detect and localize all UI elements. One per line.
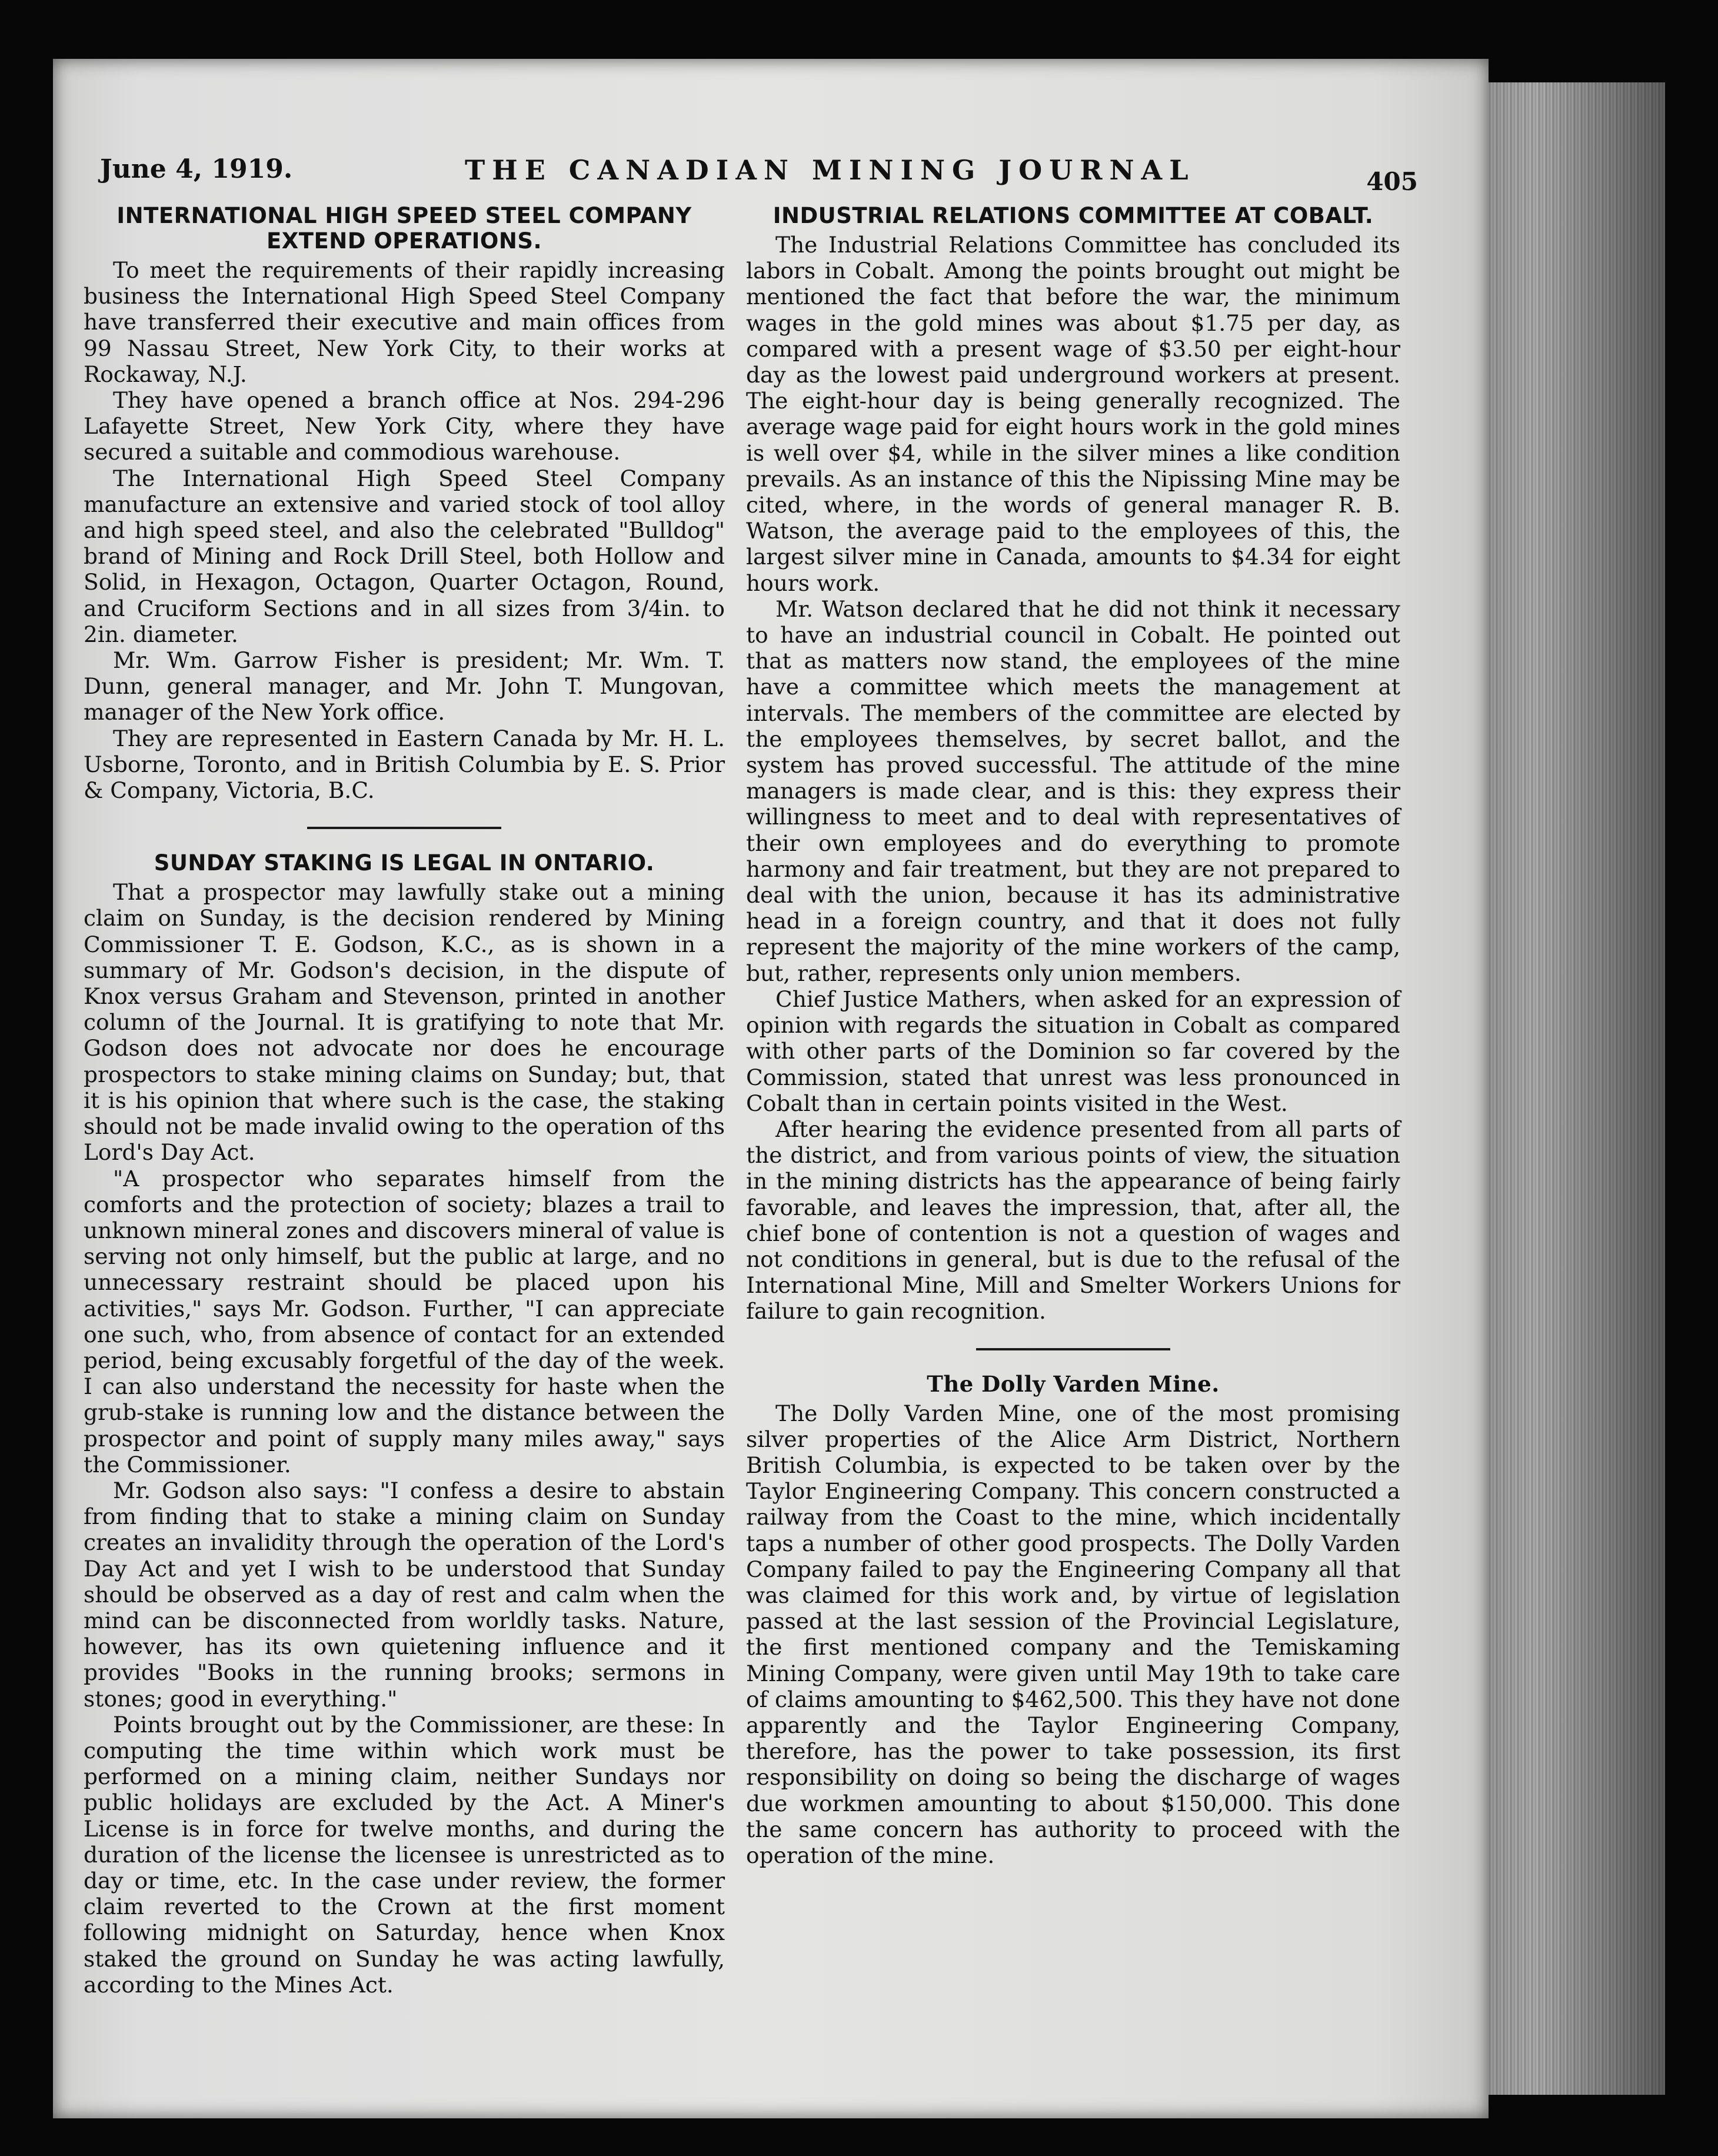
running-header	[100, 154, 1418, 195]
article-paragraph: The International High Speed Steel Company manufacture an extensive and varied stock of tool alloy and high speed steel, and also the celebrated "Bulldog" brand of Mining and Rock Drill Steel, both Hollow and Solid, in Hexagon, Octagon, Quarter Octagon, Round, and Cruciform Sections and in all sizes from 3/4in. to 2in. diameter.	[84, 465, 725, 647]
article-paragraph: They have opened a branch office at Nos. 294-296 Lafayette Street, New York City, where they have secured a suitable and commodious warehouse.	[84, 387, 725, 465]
left-column	[84, 203, 725, 1998]
article-paragraph: They are represented in Eastern Canada by Mr. H. L. Usborne, Toronto, and in British Columbia by E. S. Prior & Company, Victoria, B.C.	[84, 725, 725, 804]
article-paragraph: To meet the requirements of their rapidly increasing business the International High Speed Steel Company have transferred their executive and main offices from 99 Nassau Street, New York City, to their works at Rockaway, N.J.	[84, 257, 725, 387]
article-paragraph: Mr. Godson also says: "I confess a desire to abstain from finding that to stake a mining claim on Sunday creates an invalidity through the operation of the Lord's Day Act and yet I wish to be understood that Sunday should be observed as a day of rest and calm when the mind can be disconnected from worldly tasks. Nature, however, has its own quietening influence and it provides "Books in the running brooks; sermons in stones; good in everything."	[84, 1477, 725, 1712]
article-paragraph: Points brought out by the Commissioner, are these: In computing the time within which work must be performed on a mining claim, neither Sundays nor public holidays are excluded by the Act. A Miner's License is in force for twelve months, and during the duration of the license the licensee is unrestricted as to day or time, etc. In the case under review, the former claim reverted to the Crown at the first moment following midnight on Saturday, hence when Knox staked the ground on Sunday he was acting lawfully, according to the Mines Act.	[84, 1711, 725, 1998]
article-headline: SUNDAY STAKING IS LEGAL IN ONTARIO.	[154, 850, 655, 876]
article-high-speed-steel	[84, 203, 725, 803]
article-sunday-staking	[84, 850, 725, 1998]
article-headline: INTERNATIONAL HIGH SPEED STEEL COMPANY EXTEND OPERATIONS.	[116, 203, 692, 254]
article-paragraph: The Dolly Varden Mine, one of the most promising silver properties of the Alice Arm District, Northern British Columbia, is expected to be taken over by the Taylor Engineering Company. This concern constructed a railway from the Coast to the mine, which incidentally taps a number of other good prospects. The Dolly Varden Company failed to pay the Engineering Company all that was claimed for this work and, by virtue of legislation passed at the last session of the Provincial Legislature, the first mentioned company and the Temiskaming Mining Company, were given until May 19th to take care of claims amounting to $462,500. This they have not done apparently and the Taylor Engineering Company, therefore, has the power to take possession, its first responsibility on doing so being the discharge of wages due workmen amounting to about $150,000. This done the same concern has authority to proceed with the operation of the mine.	[746, 1400, 1400, 1868]
article-headline: INDUSTRIAL RELATIONS COMMITTEE AT COBALT.	[773, 203, 1374, 228]
article-paragraph: The Industrial Relations Committee has concluded its labors in Cobalt. Among the points brought out might be mentioned the fact that before the war, the minimum wages in the gold mines was about $1.75 per day, as compared with a present wage of $3.50 per eight-hour day as the lowest paid underground workers at present. The eight-hour day is being generally recognized. The average wage paid for eight hours work in the gold mines is well over $4, while in the silver mines a like condition prevails. As an instance of this the Nipissing Mine may be cited, where, in the words of general manager R. B. Watson, the average paid to the employees of this, the largest silver mine in Canada, amounts to $4.34 for eight hours work.	[746, 232, 1400, 596]
article-paragraph: Mr. Wm. Garrow Fisher is president; Mr. Wm. T. Dunn, general manager, and Mr. John T. Mungovan, manager of the New York office.	[84, 647, 725, 726]
article-headline: The Dolly Varden Mine.	[927, 1370, 1220, 1397]
article-paragraph: "A prospector who separates himself from the comforts and the protection of society; blazes a trail to unknown mineral zones and discovers mineral of value is serving not only himself, but the public at large, and no unnecessary restraint should be placed upon his activities," says Mr. Godson. Further, "I can appreciate one such, who, from absence of contact for an extended period, being excusably forgetful of the day of the week. I can also understand the necessity for haste when the grub-stake is running low and the distance between the prospector and point of supply many miles away," says the Commissioner.	[84, 1165, 725, 1478]
issue-date: June 4, 1919.	[100, 154, 293, 184]
article-dolly-varden	[746, 1372, 1400, 1869]
journal-title: THE CANADIAN MINING JOURNAL	[465, 154, 1196, 186]
article-paragraph: Chief Justice Mathers, when asked for an expression of opinion with regards the situation in Cobalt as compared with other parts of the Dominion so far covered by the Commission, stated that unrest was less pronounced in Cobalt than in certain points visited in the West.	[746, 986, 1400, 1116]
section-divider	[307, 827, 501, 829]
article-industrial-relations	[746, 203, 1400, 1325]
section-divider	[976, 1348, 1170, 1350]
article-paragraph: After hearing the evidence presented from all parts of the district, and from various points of view, the situation in the mining districts has the appearance of being fairly favorable, and leaves the impression, that, after all, the chief bone of contention is not a question of wages and not conditions in general, but is due to the refusal of the International Mine, Mill and Smelter Workers Unions for failure to gain recognition.	[746, 1116, 1400, 1325]
right-column	[746, 203, 1400, 1868]
page-number: 405	[1366, 167, 1418, 196]
article-paragraph: Mr. Watson declared that he did not think it necessary to have an industrial council in Cobalt. He pointed out that as matters now stand, the employees of the mine have a committee which meets the management at intervals. The members of the committee are elected by the employees themselves, by secret ballot, and the system has proved successful. The attitude of the mine managers is made clear, and is this: they express their willingness to meet and to deal with representatives of their own employees and do everything to promote harmony and fair treatment, but they are not prepared to deal with the union, because it has its administrative head in a foreign country, and that it does not fully represent the majority of the mine workers of the camp, but, rather, represents only union members.	[746, 595, 1400, 986]
article-paragraph: That a prospector may lawfully stake out a mining claim on Sunday, is the decision rendered by Mining Commissioner T. E. Godson, K.C., as is shown in a summary of Mr. Godson's decision, in the dispute of Knox versus Graham and Stevenson, printed in another column of the Journal. It is gratifying to note that Mr. Godson does not advocate nor does he encourage prospectors to stake mining claims on Sunday; but, that it is his opinion that where such is the case, the staking should not be made invalid owing to the operation of ths Lord's Day Act.	[84, 879, 725, 1166]
